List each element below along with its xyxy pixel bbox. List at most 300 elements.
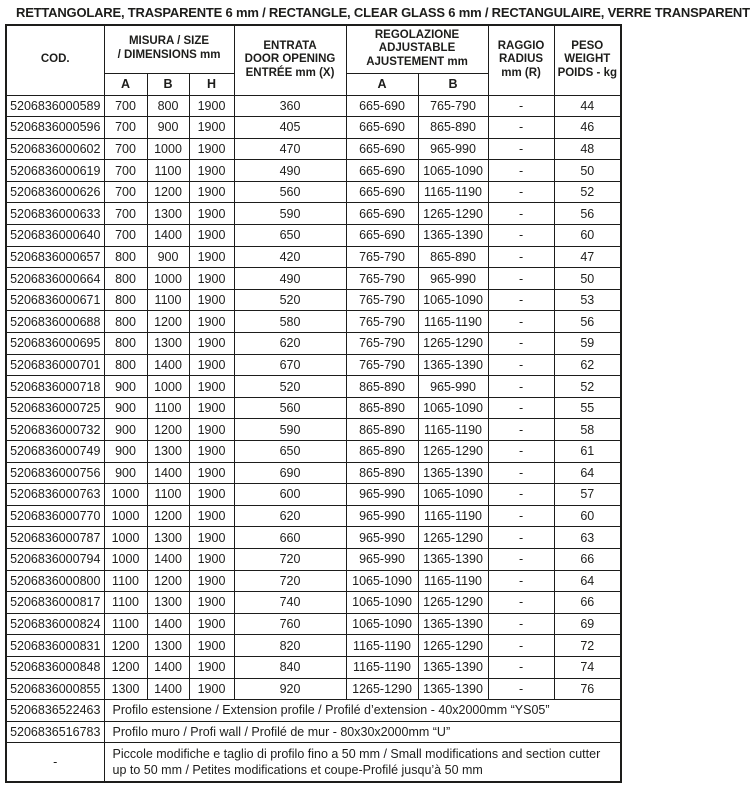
size-a-cell: 800 (104, 354, 147, 376)
peso-cell: 61 (554, 441, 621, 463)
reg-adj-a-cell: 965-990 (346, 505, 418, 527)
cod-cell: 5206836000794 (6, 548, 104, 570)
size-h-cell: 1900 (189, 311, 234, 333)
entrata-cell: 820 (234, 635, 346, 657)
size-h-cell: 1900 (189, 160, 234, 182)
reg-adj-a-cell: 765-790 (346, 354, 418, 376)
table-row (6, 225, 621, 247)
table-body (6, 95, 621, 782)
entrata-cell: 520 (234, 289, 346, 311)
cod-cell: 5206836000800 (6, 570, 104, 592)
raggio-cell: - (488, 225, 554, 247)
note-cell: Profilo estensione / Extension profile / Profilé d’extension - 40x2000mm “YS05” (104, 700, 621, 722)
peso-cell: 55 (554, 397, 621, 419)
reg-adj-b-cell: 1365-1390 (418, 462, 488, 484)
reg-adj-a-cell: 965-990 (346, 527, 418, 549)
sub-header-size-a: A (104, 73, 147, 95)
raggio-cell: - (488, 246, 554, 268)
cod-cell: 5206836000633 (6, 203, 104, 225)
footer-row (6, 743, 621, 782)
size-b-cell: 1400 (147, 225, 189, 247)
cod-cell: 5206836000763 (6, 484, 104, 506)
reg-adj-a-cell: 665-690 (346, 138, 418, 160)
size-b-cell: 900 (147, 117, 189, 139)
peso-cell: 66 (554, 592, 621, 614)
size-b-cell: 1300 (147, 592, 189, 614)
entrata-cell: 560 (234, 181, 346, 203)
size-b-cell: 1300 (147, 527, 189, 549)
reg-adj-a-cell: 665-690 (346, 225, 418, 247)
size-h-cell: 1900 (189, 397, 234, 419)
size-a-cell: 1000 (104, 527, 147, 549)
entrata-cell: 650 (234, 225, 346, 247)
entrata-cell: 740 (234, 592, 346, 614)
spec-table (5, 24, 622, 783)
cod-cell: 5206836000770 (6, 505, 104, 527)
size-h-cell: 1900 (189, 656, 234, 678)
raggio-cell: - (488, 419, 554, 441)
size-h-cell: 1900 (189, 635, 234, 657)
peso-cell: 50 (554, 160, 621, 182)
reg-adj-a-cell: 1065-1090 (346, 592, 418, 614)
reg-adj-a-cell: 765-790 (346, 289, 418, 311)
peso-cell: 53 (554, 289, 621, 311)
peso-cell: 64 (554, 462, 621, 484)
entrata-cell: 720 (234, 570, 346, 592)
entrata-cell: 470 (234, 138, 346, 160)
table-row (6, 397, 621, 419)
peso-cell: 48 (554, 138, 621, 160)
size-h-cell: 1900 (189, 376, 234, 398)
reg-adj-a-cell: 1165-1190 (346, 635, 418, 657)
sub-header-reg-a: A (346, 73, 418, 95)
cod-cell: 5206836000589 (6, 95, 104, 117)
size-b-cell: 1200 (147, 181, 189, 203)
reg-adj-a-cell: 1065-1090 (346, 570, 418, 592)
size-b-cell: 1000 (147, 138, 189, 160)
size-b-cell: 1400 (147, 354, 189, 376)
reg-adj-b-cell: 1365-1390 (418, 613, 488, 635)
peso-cell: 62 (554, 354, 621, 376)
peso-cell: 72 (554, 635, 621, 657)
raggio-cell: - (488, 592, 554, 614)
entrata-cell: 580 (234, 311, 346, 333)
entrata-cell: 720 (234, 548, 346, 570)
raggio-cell: - (488, 160, 554, 182)
size-b-cell: 1400 (147, 548, 189, 570)
reg-adj-a-cell: 865-890 (346, 462, 418, 484)
reg-adj-b-cell: 1265-1290 (418, 333, 488, 355)
raggio-cell: - (488, 656, 554, 678)
reg-adj-b-cell: 1165-1190 (418, 181, 488, 203)
table-row (6, 95, 621, 117)
size-h-cell: 1900 (189, 484, 234, 506)
peso-cell: 57 (554, 484, 621, 506)
size-h-cell: 1900 (189, 548, 234, 570)
cod-cell: 5206836000619 (6, 160, 104, 182)
reg-adj-b-cell: 865-890 (418, 246, 488, 268)
entrata-cell: 920 (234, 678, 346, 700)
size-a-cell: 800 (104, 268, 147, 290)
reg-adj-a-cell: 665-690 (346, 203, 418, 225)
size-b-cell: 1400 (147, 678, 189, 700)
cod-cell: 5206836000756 (6, 462, 104, 484)
page-title: RETTANGOLARE, TRASPARENTE 6 mm / RECTANGLE, CLEAR GLASS 6 mm / RECTANGULAIRE, VERRE TRANSPARENT (16, 5, 750, 20)
raggio-cell: - (488, 289, 554, 311)
reg-adj-b-cell: 965-990 (418, 376, 488, 398)
sub-header-size-h: H (189, 73, 234, 95)
raggio-cell: - (488, 613, 554, 635)
reg-adj-b-cell: 1065-1090 (418, 289, 488, 311)
size-a-cell: 1200 (104, 635, 147, 657)
note-cell: Profilo muro / Profi wall / Profilé de mur - 80x30x2000mm “U” (104, 721, 621, 743)
cod-cell: 5206836000695 (6, 333, 104, 355)
reg-adj-a-cell: 665-690 (346, 160, 418, 182)
table-row (6, 333, 621, 355)
size-a-cell: 800 (104, 289, 147, 311)
size-h-cell: 1900 (189, 613, 234, 635)
size-h-cell: 1900 (189, 570, 234, 592)
cod-cell: 5206836000688 (6, 311, 104, 333)
cod-cell: 5206836000749 (6, 441, 104, 463)
entrata-cell: 690 (234, 462, 346, 484)
table-row (6, 289, 621, 311)
col-header-misura: MISURA / SIZE / DIMENSIONS mm (104, 25, 234, 73)
size-b-cell: 1300 (147, 441, 189, 463)
entrata-cell: 660 (234, 527, 346, 549)
reg-adj-a-cell: 665-690 (346, 117, 418, 139)
peso-cell: 59 (554, 333, 621, 355)
cod-cell: 5206836000787 (6, 527, 104, 549)
reg-adj-b-cell: 1165-1190 (418, 570, 488, 592)
note-cell: Piccole modifiche e taglio di profilo fino a 50 mm / Small modifications and section cutter up to 50 mm / Petites modifications et coupe-Profilé jusqu’à 50 mm (104, 743, 621, 782)
raggio-cell: - (488, 505, 554, 527)
raggio-cell: - (488, 397, 554, 419)
cod-cell: 5206836000824 (6, 613, 104, 635)
peso-cell: 63 (554, 527, 621, 549)
reg-adj-a-cell: 765-790 (346, 246, 418, 268)
table-row (6, 484, 621, 506)
size-a-cell: 1100 (104, 592, 147, 614)
size-h-cell: 1900 (189, 181, 234, 203)
reg-adj-a-cell: 665-690 (346, 181, 418, 203)
size-b-cell: 1300 (147, 333, 189, 355)
reg-adj-b-cell: 1365-1390 (418, 548, 488, 570)
size-a-cell: 700 (104, 225, 147, 247)
table-row (6, 527, 621, 549)
table-row (6, 656, 621, 678)
size-h-cell: 1900 (189, 678, 234, 700)
cod-cell: 5206836000732 (6, 419, 104, 441)
cod-cell: 5206836000596 (6, 117, 104, 139)
entrata-cell: 760 (234, 613, 346, 635)
raggio-cell: - (488, 117, 554, 139)
entrata-cell: 650 (234, 441, 346, 463)
cod-cell: 5206836516783 (6, 721, 104, 743)
size-b-cell: 1200 (147, 570, 189, 592)
size-a-cell: 800 (104, 246, 147, 268)
table-row (6, 462, 621, 484)
peso-cell: 69 (554, 613, 621, 635)
raggio-cell: - (488, 484, 554, 506)
reg-adj-b-cell: 965-990 (418, 268, 488, 290)
reg-adj-b-cell: 765-790 (418, 95, 488, 117)
size-a-cell: 700 (104, 203, 147, 225)
size-b-cell: 1200 (147, 311, 189, 333)
entrata-cell: 590 (234, 203, 346, 225)
table-row (6, 181, 621, 203)
reg-adj-b-cell: 1365-1390 (418, 656, 488, 678)
entrata-cell: 560 (234, 397, 346, 419)
raggio-cell: - (488, 138, 554, 160)
reg-adj-b-cell: 1365-1390 (418, 678, 488, 700)
peso-cell: 66 (554, 548, 621, 570)
table-row (6, 246, 621, 268)
peso-cell: 47 (554, 246, 621, 268)
size-b-cell: 800 (147, 95, 189, 117)
peso-cell: 64 (554, 570, 621, 592)
table-row (6, 635, 621, 657)
reg-adj-b-cell: 1065-1090 (418, 484, 488, 506)
peso-cell: 50 (554, 268, 621, 290)
raggio-cell: - (488, 462, 554, 484)
table-row (6, 570, 621, 592)
size-h-cell: 1900 (189, 462, 234, 484)
reg-adj-a-cell: 865-890 (346, 376, 418, 398)
table-header (6, 25, 621, 95)
peso-cell: 52 (554, 181, 621, 203)
cod-cell: 5206836000718 (6, 376, 104, 398)
col-header-entrata: ENTRATA DOOR OPENING ENTRÉE mm (X) (234, 25, 346, 95)
entrata-cell: 490 (234, 160, 346, 182)
size-a-cell: 700 (104, 138, 147, 160)
size-h-cell: 1900 (189, 95, 234, 117)
size-a-cell: 1300 (104, 678, 147, 700)
table-row (6, 203, 621, 225)
size-a-cell: 700 (104, 181, 147, 203)
cod-cell: 5206836000855 (6, 678, 104, 700)
col-header-peso: PESO WEIGHT POIDS - kg (554, 25, 621, 95)
size-b-cell: 1400 (147, 462, 189, 484)
cod-cell: - (6, 743, 104, 782)
size-h-cell: 1900 (189, 117, 234, 139)
reg-adj-a-cell: 765-790 (346, 311, 418, 333)
size-b-cell: 1000 (147, 376, 189, 398)
size-h-cell: 1900 (189, 268, 234, 290)
reg-adj-a-cell: 965-990 (346, 548, 418, 570)
cod-cell: 5206836000831 (6, 635, 104, 657)
cod-cell: 5206836000657 (6, 246, 104, 268)
size-h-cell: 1900 (189, 354, 234, 376)
reg-adj-b-cell: 1365-1390 (418, 225, 488, 247)
entrata-cell: 840 (234, 656, 346, 678)
size-h-cell: 1900 (189, 246, 234, 268)
raggio-cell: - (488, 376, 554, 398)
size-b-cell: 1300 (147, 635, 189, 657)
table-row (6, 376, 621, 398)
raggio-cell: - (488, 678, 554, 700)
peso-cell: 52 (554, 376, 621, 398)
table-row (6, 311, 621, 333)
reg-adj-b-cell: 865-890 (418, 117, 488, 139)
entrata-cell: 520 (234, 376, 346, 398)
reg-adj-a-cell: 765-790 (346, 268, 418, 290)
size-a-cell: 1100 (104, 570, 147, 592)
size-a-cell: 1200 (104, 656, 147, 678)
reg-adj-a-cell: 865-890 (346, 441, 418, 463)
size-h-cell: 1900 (189, 138, 234, 160)
raggio-cell: - (488, 181, 554, 203)
sub-header-reg-b: B (418, 73, 488, 95)
sub-header-size-b: B (147, 73, 189, 95)
size-a-cell: 1100 (104, 613, 147, 635)
size-h-cell: 1900 (189, 592, 234, 614)
size-b-cell: 900 (147, 246, 189, 268)
cod-cell: 5206836000701 (6, 354, 104, 376)
size-a-cell: 900 (104, 419, 147, 441)
cod-cell: 5206836000664 (6, 268, 104, 290)
cod-cell: 5206836522463 (6, 700, 104, 722)
size-b-cell: 1100 (147, 397, 189, 419)
entrata-cell: 405 (234, 117, 346, 139)
reg-adj-b-cell: 1165-1190 (418, 419, 488, 441)
size-h-cell: 1900 (189, 203, 234, 225)
table-row (6, 505, 621, 527)
raggio-cell: - (488, 354, 554, 376)
table-row (6, 268, 621, 290)
peso-cell: 44 (554, 95, 621, 117)
reg-adj-b-cell: 1265-1290 (418, 441, 488, 463)
raggio-cell: - (488, 441, 554, 463)
peso-cell: 56 (554, 311, 621, 333)
size-a-cell: 1000 (104, 505, 147, 527)
table-row (6, 160, 621, 182)
footer-row (6, 721, 621, 743)
cod-cell: 5206836000817 (6, 592, 104, 614)
table-row (6, 441, 621, 463)
entrata-cell: 600 (234, 484, 346, 506)
size-a-cell: 900 (104, 397, 147, 419)
table-row (6, 592, 621, 614)
size-b-cell: 1100 (147, 289, 189, 311)
raggio-cell: - (488, 268, 554, 290)
raggio-cell: - (488, 333, 554, 355)
size-a-cell: 1000 (104, 548, 147, 570)
footer-row (6, 700, 621, 722)
raggio-cell: - (488, 203, 554, 225)
entrata-cell: 620 (234, 333, 346, 355)
size-h-cell: 1900 (189, 505, 234, 527)
reg-adj-b-cell: 1265-1290 (418, 527, 488, 549)
size-a-cell: 900 (104, 462, 147, 484)
size-a-cell: 900 (104, 441, 147, 463)
size-a-cell: 800 (104, 311, 147, 333)
size-b-cell: 1300 (147, 203, 189, 225)
size-b-cell: 1100 (147, 160, 189, 182)
col-header-raggio: RAGGIO RADIUS mm (R) (488, 25, 554, 95)
size-h-cell: 1900 (189, 225, 234, 247)
size-h-cell: 1900 (189, 419, 234, 441)
reg-adj-a-cell: 965-990 (346, 484, 418, 506)
size-h-cell: 1900 (189, 527, 234, 549)
reg-adj-b-cell: 1265-1290 (418, 635, 488, 657)
cod-cell: 5206836000725 (6, 397, 104, 419)
reg-adj-b-cell: 1265-1290 (418, 203, 488, 225)
entrata-cell: 590 (234, 419, 346, 441)
size-h-cell: 1900 (189, 333, 234, 355)
reg-adj-b-cell: 1065-1090 (418, 397, 488, 419)
reg-adj-b-cell: 1065-1090 (418, 160, 488, 182)
size-b-cell: 1400 (147, 656, 189, 678)
reg-adj-b-cell: 1165-1190 (418, 311, 488, 333)
peso-cell: 60 (554, 225, 621, 247)
reg-adj-a-cell: 765-790 (346, 333, 418, 355)
reg-adj-b-cell: 1165-1190 (418, 505, 488, 527)
table-row (6, 117, 621, 139)
cod-cell: 5206836000602 (6, 138, 104, 160)
peso-cell: 58 (554, 419, 621, 441)
reg-adj-b-cell: 1365-1390 (418, 354, 488, 376)
reg-adj-a-cell: 1165-1190 (346, 656, 418, 678)
raggio-cell: - (488, 635, 554, 657)
size-b-cell: 1200 (147, 419, 189, 441)
raggio-cell: - (488, 548, 554, 570)
size-a-cell: 700 (104, 95, 147, 117)
cod-cell: 5206836000626 (6, 181, 104, 203)
entrata-cell: 360 (234, 95, 346, 117)
table-row (6, 354, 621, 376)
table-row (6, 138, 621, 160)
peso-cell: 76 (554, 678, 621, 700)
table-row (6, 613, 621, 635)
reg-adj-b-cell: 1265-1290 (418, 592, 488, 614)
entrata-cell: 490 (234, 268, 346, 290)
size-a-cell: 900 (104, 376, 147, 398)
peso-cell: 60 (554, 505, 621, 527)
col-header-cod: COD. (6, 25, 104, 95)
cod-cell: 5206836000848 (6, 656, 104, 678)
entrata-cell: 420 (234, 246, 346, 268)
cod-cell: 5206836000640 (6, 225, 104, 247)
entrata-cell: 620 (234, 505, 346, 527)
reg-adj-a-cell: 865-890 (346, 397, 418, 419)
raggio-cell: - (488, 311, 554, 333)
raggio-cell: - (488, 95, 554, 117)
size-h-cell: 1900 (189, 289, 234, 311)
size-a-cell: 800 (104, 333, 147, 355)
entrata-cell: 670 (234, 354, 346, 376)
table-row (6, 419, 621, 441)
reg-adj-a-cell: 865-890 (346, 419, 418, 441)
reg-adj-a-cell: 1265-1290 (346, 678, 418, 700)
peso-cell: 56 (554, 203, 621, 225)
table-row (6, 548, 621, 570)
reg-adj-a-cell: 1065-1090 (346, 613, 418, 635)
raggio-cell: - (488, 570, 554, 592)
raggio-cell: - (488, 527, 554, 549)
table-row (6, 678, 621, 700)
peso-cell: 74 (554, 656, 621, 678)
cod-cell: 5206836000671 (6, 289, 104, 311)
reg-adj-b-cell: 965-990 (418, 138, 488, 160)
size-b-cell: 1100 (147, 484, 189, 506)
size-a-cell: 1000 (104, 484, 147, 506)
size-h-cell: 1900 (189, 441, 234, 463)
size-a-cell: 700 (104, 117, 147, 139)
peso-cell: 46 (554, 117, 621, 139)
size-b-cell: 1000 (147, 268, 189, 290)
reg-adj-a-cell: 665-690 (346, 95, 418, 117)
